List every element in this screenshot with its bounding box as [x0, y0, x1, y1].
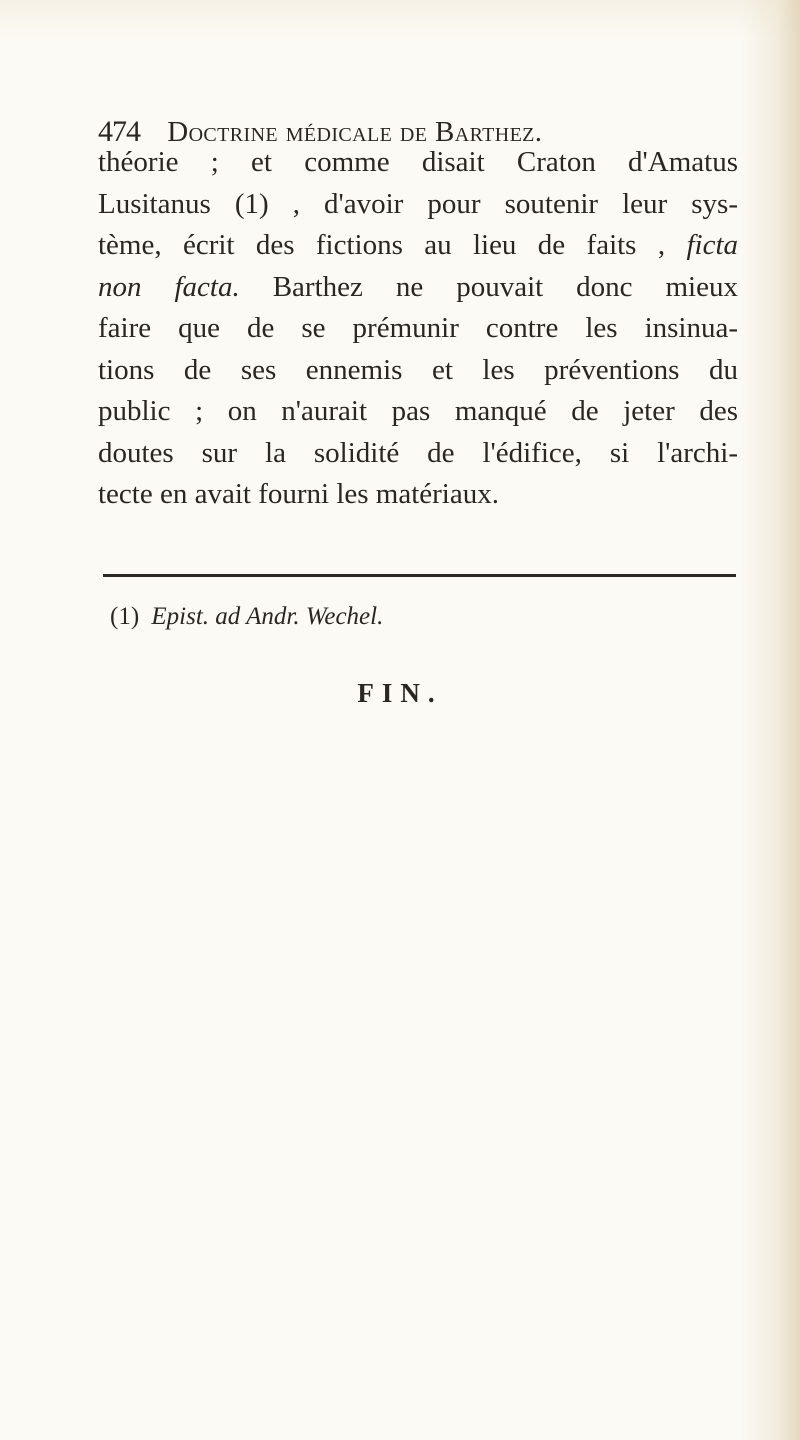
- text-line-4-roman: Barthez ne pouvait donc mieux: [239, 270, 738, 303]
- footnote-divider: [103, 574, 736, 577]
- text-line-4-italic: non facta.: [98, 270, 240, 303]
- footnote: [110, 600, 383, 634]
- text-line-8: doutes sur la solidité de l'édifice, si l'archi-: [98, 436, 738, 469]
- text-line-3-roman: tème, écrit des fictions au lieu de faits ,: [98, 229, 687, 261]
- text-line-4: [98, 267, 738, 309]
- page-edge-shadow-top: [0, 0, 800, 40]
- text-line-9: tecte en avait fourni les matériaux.: [98, 478, 499, 510]
- page-number: 474: [98, 115, 140, 148]
- text-line-7: public ; on n'aurait pas manqué de jeter des: [98, 395, 738, 427]
- body-text: [98, 142, 738, 516]
- text-line-5: faire que de se prémunir contre les insinua-: [98, 312, 738, 344]
- text-line-6: tions de ses ennemis et les préventions du: [98, 353, 738, 386]
- footnote-marker: (1): [110, 603, 140, 630]
- text-line-1: théorie ; et comme disait Craton d'Amatus: [98, 146, 738, 178]
- text-line-3: [98, 225, 738, 267]
- running-title: Doctrine médicale de Barthez.: [167, 116, 543, 148]
- text-line-2: Lusitanus (1) , d'avoir pour soutenir leur sys-: [98, 187, 738, 220]
- fin-mark: FIN.: [357, 678, 443, 708]
- page-edge-shadow-right: [740, 0, 800, 1440]
- text-line-3-italic: ficta: [686, 229, 738, 261]
- footnote-text: Epist. ad Andr. Wechel.: [151, 603, 384, 630]
